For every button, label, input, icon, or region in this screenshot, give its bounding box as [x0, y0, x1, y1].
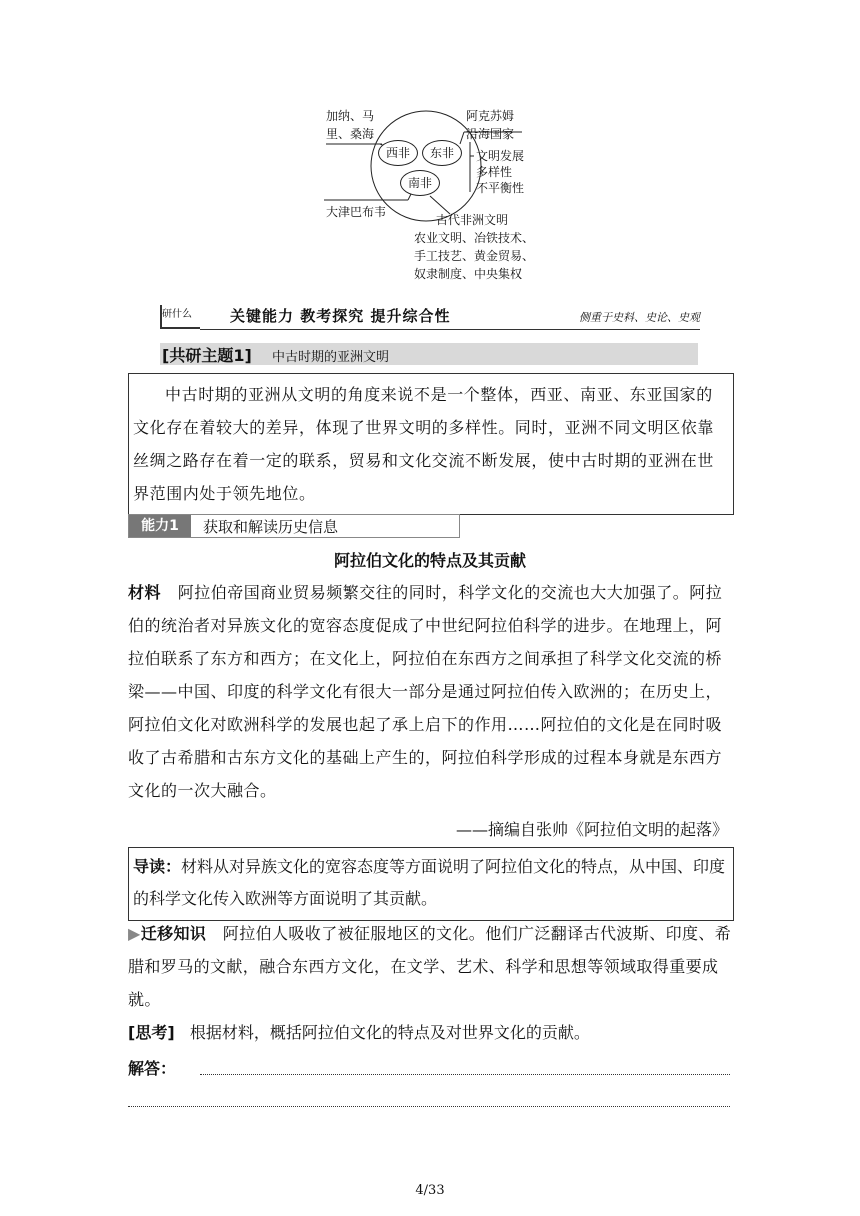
arrow-icon: ▶	[128, 924, 141, 943]
transfer-paragraph	[128, 917, 732, 1016]
think-label: [思考]	[128, 1023, 175, 1042]
right-top-label: 阿克苏姆	[466, 109, 515, 123]
answer-line-1[interactable]	[200, 1074, 730, 1075]
right-bottom-label: 沿海国家	[466, 127, 515, 141]
answer-line-2[interactable]	[128, 1106, 730, 1107]
intro-text: 中古时期的亚洲从文明的角度来说不是一个整体，西亚、南亚、东亚国家的文化存在着较大的差异，体现了世界文明的多样性。同时，亚洲不同文明区依靠丝绸之路存在着一定的联系，贸易和文化交流不断发展，使中古时期的亚洲在世界范围内处于领先地位。	[133, 385, 715, 503]
banner-subtitle: 侧重于史料、史论、史观	[579, 311, 700, 324]
feature-3: 不平衡性	[476, 181, 525, 195]
summary-line-3: 奴隶制度、中央集权	[414, 267, 523, 281]
south-africa-node: 南非	[400, 170, 440, 196]
material-source: ——摘编自张帅《阿拉伯文明的起落》	[455, 820, 728, 839]
guide-paragraph	[129, 848, 733, 918]
section-banner	[160, 302, 700, 330]
page-number: 4/33	[415, 1183, 445, 1198]
banner-divider	[200, 329, 700, 330]
guide-label: 导读：	[133, 857, 182, 876]
left-bottom-label: 里、桑海	[326, 127, 375, 141]
summary-title: 古代非洲文明	[436, 213, 509, 227]
bottom-left-label: 大津巴布韦	[326, 205, 387, 219]
west-africa-node: 西非	[378, 140, 418, 166]
transfer-text: 阿拉伯人吸收了被征服地区的文化。他们广泛翻译古代波斯、印度、希腊和罗马的文献，融合东西方文化，在文学、艺术、科学和思想等领域取得重要成就。	[128, 924, 732, 1009]
material-paragraph	[128, 576, 732, 807]
guide-text: 材料从对异族文化的宽容态度等方面说明了阿拉伯文化的特点，从中国、印度的科学文化传入欧洲等方面说明了其贡献。	[133, 857, 726, 908]
east-africa-node: 东非	[422, 140, 462, 166]
think-line	[128, 1020, 732, 1043]
intro-box	[128, 373, 734, 515]
ability-label: 能力1	[129, 515, 191, 537]
answer-label: 解答：	[128, 1059, 177, 1078]
summary-line-1: 农业文明、冶铁技术、	[414, 231, 535, 245]
feature-2: 多样性	[476, 165, 513, 179]
theme-label: [共研主题1]	[162, 346, 252, 365]
banner-logo-icon: 研什么	[160, 305, 200, 329]
theme-title: 中古时期的亚洲文明	[272, 350, 390, 365]
feature-1: 文明发展	[476, 149, 525, 163]
africa-civilization-diagram	[300, 104, 560, 294]
transfer-label: 迁移知识	[140, 924, 207, 943]
ability-tag	[128, 514, 460, 538]
think-text: 根据材料，概括阿拉伯文化的特点及对世界文化的贡献。	[189, 1023, 590, 1042]
summary-line-2: 手工技艺、黄金贸易、	[414, 249, 535, 263]
ability-title: 获取和解读历史信息	[203, 518, 339, 536]
material-label: 材料	[128, 583, 162, 602]
theme-bar	[160, 343, 698, 365]
material-text: 阿拉伯帝国商业贸易频繁交往的同时，科学文化的交流也大大加强了。阿拉伯的统治者对异族文化的宽容态度促成了中世纪阿拉伯科学的进步。在地理上，阿拉伯联系了东方和西方；在文化上，阿拉伯在东西方之间承担了科学文化交流的桥梁——中国、印度的科学文化有很大一部分是通过阿拉伯传入欧洲的；在历史上，阿拉伯文化对欧洲科学的发展也起了承上启下的作用……阿拉伯的文化是在同时吸收了古希腊和古东方文化的基础上产生的，阿拉伯科学形成的过程本身就是东西方文化的一次大融合。	[128, 583, 723, 800]
guide-box	[128, 847, 734, 921]
section-title: 阿拉伯文化的特点及其贡献	[333, 551, 526, 570]
left-top-label: 加纳、马	[326, 109, 375, 123]
banner-title: 关键能力 教考探究 提升综合性	[230, 307, 451, 325]
